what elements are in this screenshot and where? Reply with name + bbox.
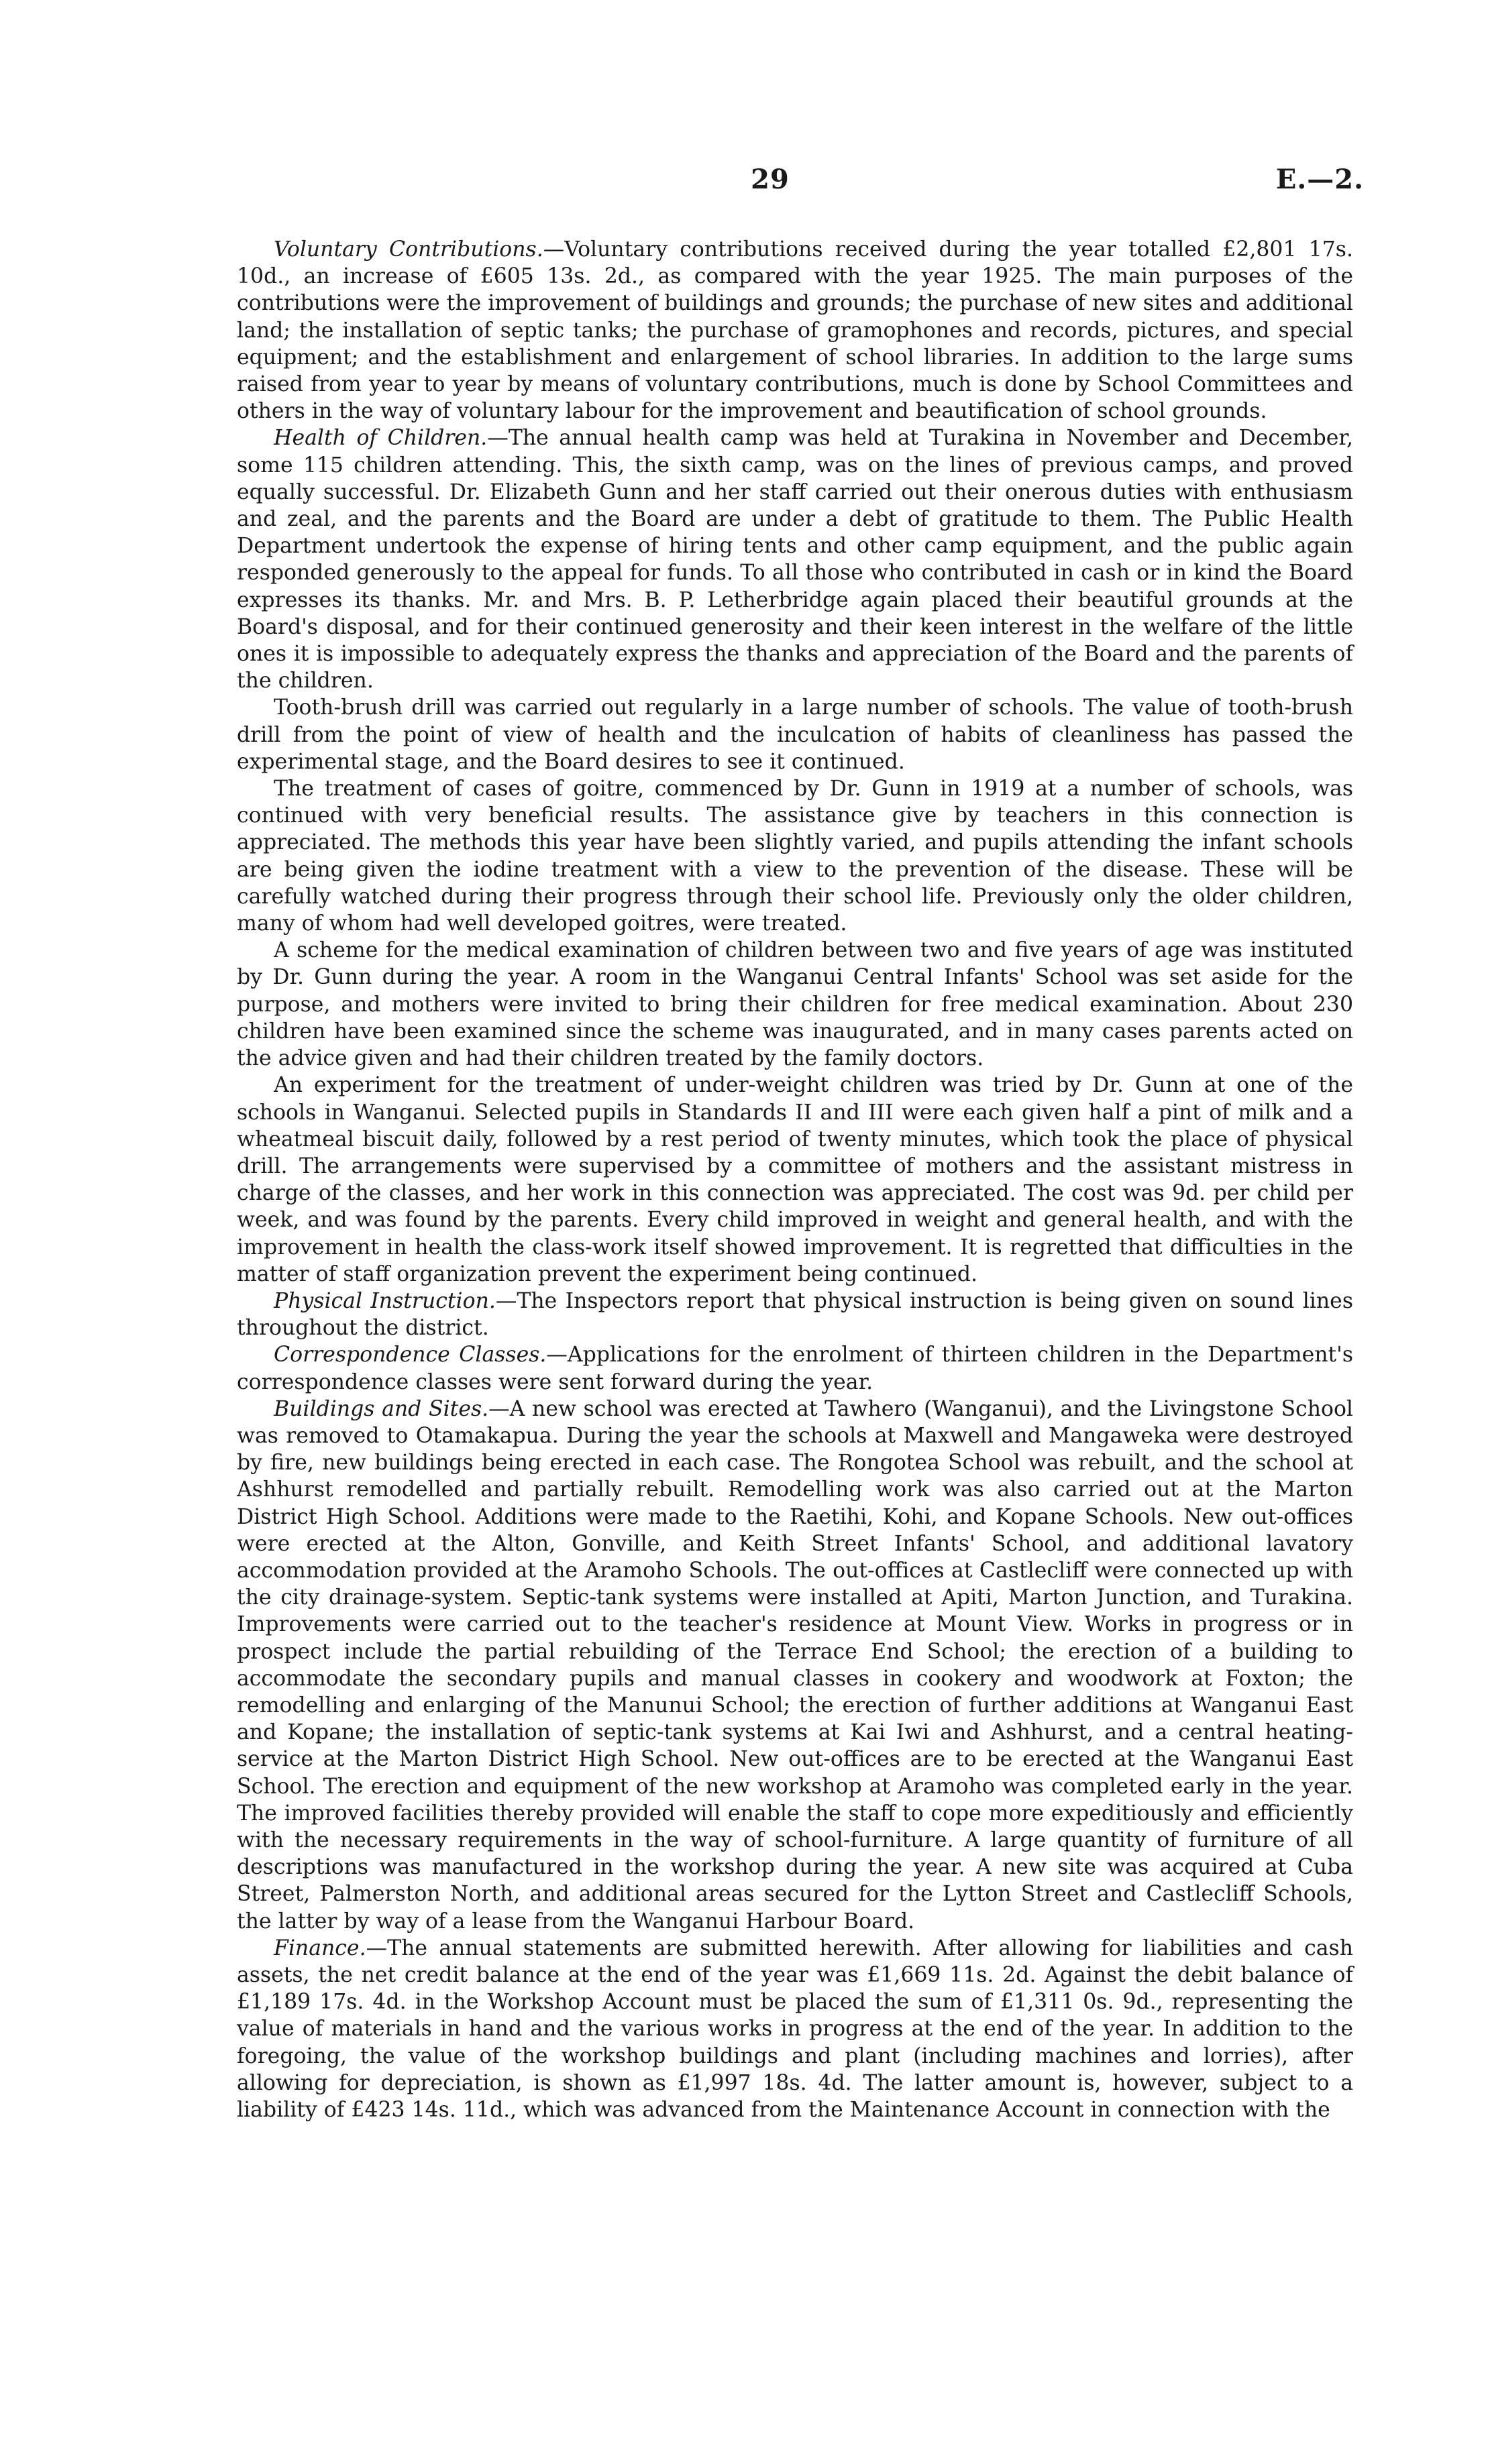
section-heading: Finance. <box>274 1936 366 1960</box>
paragraph-text: —The annual statements are submitted herewith. After allowing for liabilities and cash assets, the net credit balance at the end of the year was £1,669 11s. 2d. Against the debit balance of £1,189 17s. 4d. in the Workshop Account must be placed the sum of £1,311 0s. 9d., representing the value of materials in hand and the various works in progress at the end of the year. In addition to the foregoing, the value of the workshop buildings and plant (including machines and lorries), after allowing for depreciation, is shown as £1,997 18s. 4d. The latter amount is, however, subject to a liability of £423 14s. 11d., which was advanced from the Maintenance Account in connection with the <box>237 1936 1353 2123</box>
paragraph-health-of-children <box>237 425 1353 694</box>
page-number: 29 <box>751 164 790 195</box>
section-heading: Health of Children. <box>274 426 488 451</box>
section-heading: Correspondence Classes. <box>274 1343 547 1367</box>
paragraph-medical-examination <box>237 937 1353 1072</box>
paragraph-voluntary-contributions <box>237 236 1353 425</box>
paragraph-under-weight-experiment <box>237 1072 1353 1288</box>
section-heading: Voluntary Contributions. <box>274 237 543 262</box>
paragraph-finance <box>237 1935 1353 2123</box>
body-text <box>237 236 1353 2123</box>
paragraph-text: —Voluntary contributions received during the year totalled £2,801 17s. 10d., an increase of £605 13s. 2d., as compared with the year 1925. The main purposes of the contributions were the improvement of buildings and grounds; the purchase of new sites and additional land; the installation of septic tanks; the purchase of gramophones and records, pictures, and special equipment; and the establishment and enlargement of school libraries. In addition to the large sums raised from year to year by means of voluntary contributions, much is done by School Committees and others in the way of voluntary labour for the improvement and beautification of school grounds. <box>237 237 1353 424</box>
paragraph-buildings-and-sites <box>237 1396 1353 1935</box>
section-heading: Physical Instruction. <box>274 1288 496 1313</box>
section-heading: Buildings and Sites. <box>274 1396 489 1421</box>
paragraph-text: An experiment for the treatment of under-weight children was tried by Dr. Gunn at one of the schools in Wanganui. Selected pupils in Standards II and III were each given half a pint of milk and a wheatmeal biscuit daily, followed by a rest period of twenty minutes, which took the place of physical drill. The arrangements were supervised by a committee of mothers and the assistant mistress in charge of the classes, and her work in this connection was appreciated. The cost was 9d. per child per week, and was found by the parents. Every child improved in weight and general health, and with the improvement in health the class-work itself showed improvement. It is regretted that difficulties in the matter of staff organization prevent the experiment being continued. <box>237 1073 1353 1286</box>
paragraph-text: —The Inspectors report that physical instruction is being given on sound lines throughout the district. <box>237 1288 1353 1341</box>
paragraph-correspondence-classes <box>237 1341 1353 1395</box>
paragraph-goitre-treatment <box>237 775 1353 937</box>
paragraph-text: —A new school was erected at Tawhero (Wanganui), and the Livingstone School was removed to Otamakapua. During the year the schools at Maxwell and Mangaweka were destroyed by fire, new buildings being erected in each case. The Rongotea School was rebuilt, and the school at Ashhurst remodelled and partially rebuilt. Remodelling work was also carried out at the Marton District High School. Additions were made to the Raetihi, Kohi, and Kopane Schools. New out-offices were erected at the Alton, Gonville, and Keith Street Infants' School, and additional lavatory accommodation provided at the Aramoho Schools. The out-offices at Castlecliff were connected up with the city drainage-system. Septic-tank systems were installed at Apiti, Marton Junction, and Turakina. Improvements were carried out to the teacher's residence at Mount View. Works in progress or in prospect include the partial rebuilding of the Terrace End School; the erection of a building to accommodate the secondary pupils and manual classes in cookery and woodwork at Foxton; the remodelling and enlarging of the Manunui School; the erection of further additions at Wanganui East and Kopane; the installation of septic-tank systems at Kai Iwi and Ashhurst, and a central heating-service at the Marton District High School. New out-offices are to be erected at the Wanganui East School. The erection and equipment of the new workshop at Aramoho was completed early in the year. The improved facilities thereby provided will enable the staff to cope more expeditiously and efficiently with the necessary requirements in the way of school-furniture. A large quantity of furniture of all descriptions was manufactured in the workshop during the year. A new site was acquired at Cuba Street, Palmerston North, and additional areas secured for the Lytton Street and Castlecliff Schools, the latter by way of a lease from the Wanganui Harbour Board. <box>237 1396 1353 1934</box>
paragraph-text: —Applications for the enrolment of thirteen children in the Department's correspondence classes were sent forward during the year. <box>237 1343 1353 1394</box>
paragraph-physical-instruction <box>237 1288 1353 1341</box>
paragraph-tooth-brush-drill <box>237 694 1353 775</box>
paragraph-text: —The annual health camp was held at Turakina in November and December, some 115 children attending. This, the sixth camp, was on the lines of previous camps, and proved equally successful. Dr. Elizabeth Gunn and her staff carried out their onerous duties with enthusiasm and zeal, and the parents and the Board are under a debt of gratitude to them. The Public Health Department undertook the expense of hiring tents and other camp equipment, and the public again responded generously to the appeal for funds. To all those who contributed in cash or in kind the Board expresses its thanks. Mr. and Mrs. B. P. Letherbridge again placed their beautiful grounds at the Board's disposal, and for their continued generosity and their keen interest in the welfare of the little ones it is impossible to adequately express the thanks and appreciation of the Board and the parents of the children. <box>237 426 1354 693</box>
paragraph-text: A scheme for the medical examination of children between two and five years of age was instituted by Dr. Gunn during the year. A room in the Wanganui Central Infants' School was set aside for the purpose, and mothers were invited to bring their children for free medical examination. About 230 children have been examined since the scheme was inaugurated, and in many cases parents acted on the advice given and had their children treated by the family doctors. <box>237 938 1353 1071</box>
series-code: E.—2. <box>1275 164 1364 195</box>
paragraph-text: The treatment of cases of goitre, commenced by Dr. Gunn in 1919 at a number of schools, was continued with very beneficial results. The assistance give by teachers in this connection is appreciated. The methods this year have been slightly varied, and pupils attending the infant schools are being given the iodine treatment with a view to the prevention of the disease. These will be carefully watched during their progress through their school life. Previously only the older children, many of whom had well developed goitres, were treated. <box>237 777 1353 936</box>
paragraph-text: Tooth-brush drill was carried out regularly in a large number of schools. The value of tooth-brush drill from the point of view of health and the inculcation of habits of cleanliness has passed the experimental stage, and the Board desires to see it continued. <box>237 695 1353 774</box>
